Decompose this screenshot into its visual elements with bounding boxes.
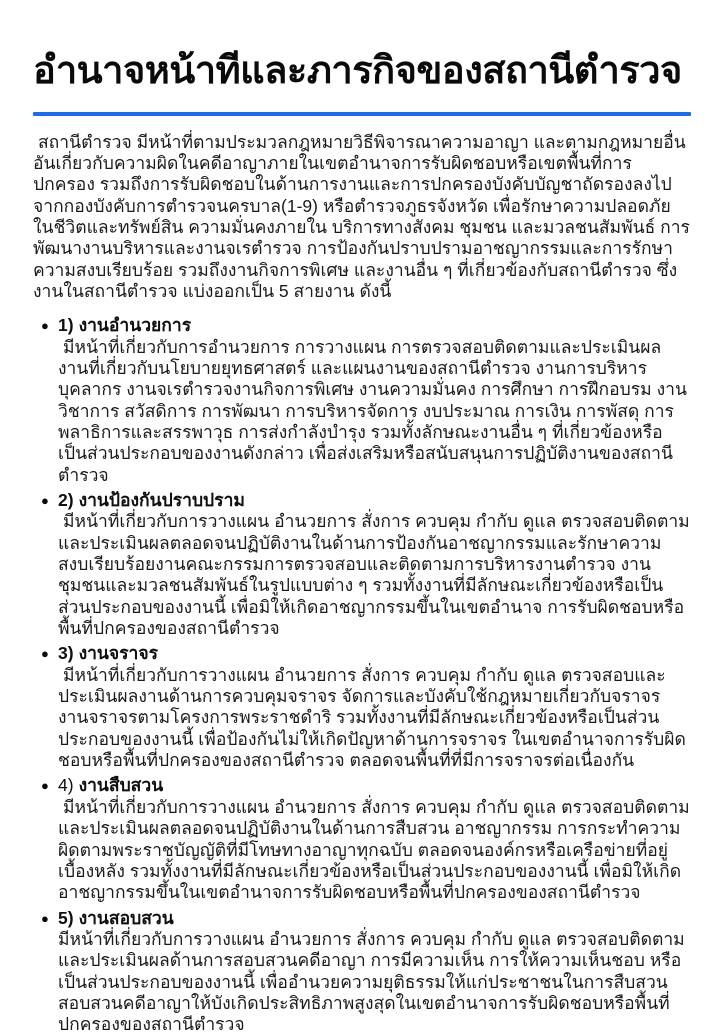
duties-list xyxy=(33,315,691,1035)
bullet-icon: ● xyxy=(41,778,49,794)
section-number: 1) xyxy=(58,315,74,336)
section-body: มีหน้าที่เกี่ยวกับการวางแผน อำนวยการ สั่งการ ควบคุม กำกับ ดูแล ตรวจสอบติดตามและประเมินผลด้านการสอบสวนคดีอาญา การมีความเห็น การให้ความเห็นชอบ หรือเป็นส่วนประกอบของงานนี้ เพื่ออำนวยความยุติธรรมให้แก่ประชาชนในการสืบสวนสอบสวนคดีอาญาให้บังเกิดประสิทธิภาพสูงสุดในเขตอำนาจการรับผิดชอบหรือพื้นที่ปกครองของสถานีตำรวจ xyxy=(58,928,685,1035)
list-item-work-prevention-suppression xyxy=(41,490,691,639)
intro-paragraph: สถานีตำรวจ มีหน้าที่ตามประมวลกฎหมายวิธีพิจารณาความอาญา และตามกฎหมายอื่นอันเกี่ยวกับความผิดในคดีอาญาภายในเขตอำนาจการรับผิดชอบหรือเขตพื้นที่การปกครอง รวมถึงการรับผิดชอบในด้านการงานและการปกครองบังคับบัญชาถัดรองลงไปจากกองบังคับการตำรวจนครบาล(1-9) หรือตำรวจภูธรจังหวัด เพื่อรักษาความปลอดภัยในชีวิตและทรัพย์สิน ความมั่นคงภายใน บริการทางสังคม ชุมชน และมวลชนสัมพันธ์ การพัฒนางานบริหารและงานจเรตำรวจ การป้องกันปราบปรามอาชญากรรมและการรักษาความสงบเรียบร้อย รวมถึงงานกิจการพิเศษ และงานอื่น ๆ ที่เกี่ยวข้องกับสถานีตำรวจ ซึ่งงานในสถานีตำรวจ แบ่งออกเป็น 5 สายงาน ดังนี้ xyxy=(33,131,690,301)
section-body: มีหน้าที่เกี่ยวกับการอำนวยการ การวางแผน การตรวจสอบติดตามและประเมินผลงานที่เกี่ยวกับนโยบายยุทธศาสตร์ และแผนงานของสถานีตำรวจ งานการบริหารบุคลากร งานจเรตำรวจงานกิจการพิเศษ งานความมั่นคง การศึกษา การฝึกอบรม งานวิชาการ สวัสดิการ การพัฒนา การบริหารจัดการ งบประมาณ การเงิน การพัสดุ การพลาธิการและสรรพาวุธ การส่งกำลังบำรุง รวมทั้งลักษณะงานอื่น ๆ ที่เกี่ยวข้องหรือเป็นส่วนประกอบของงานดังกล่าว เพื่อส่งเสริมหรือสนับสนุนการปฏิบัติงานของสถานีตำรวจ xyxy=(58,336,687,485)
section-number: 4) xyxy=(58,775,74,796)
section-number: 5) xyxy=(58,907,74,928)
section-title: งานจราจร xyxy=(78,643,159,664)
bullet-icon: ● xyxy=(41,646,49,662)
section-heading xyxy=(58,908,691,929)
section-body: มีหน้าที่เกี่ยวกับการวางแผน อำนวยการ สั่งการ ควบคุม กำกับ ดูแล ตรวจสอบติดตามและประเมินผลตลอดจนปฏิบัติงานในด้านการป้องกันอาชญากรรมและรักษาความสงบเรียบร้อยงานคณะกรรมการตรวจสอบและติดตามการบริหารงานตำรวจ งานชุมชนและมวลชนสัมพันธ์ในรูปแบบต่าง ๆ รวมทั้งงานที่มีลักษณะเกี่ยวข้องหรือเป็นส่วนประกอบของงานนี้ เพื่อมิให้เกิดอาชญากรรมขึ้นในเขตอำนาจ การรับผิดชอบหรือพื้นที่ปกครองของสถานีตำรวจ xyxy=(58,511,690,639)
list-item-work-traffic xyxy=(41,643,691,771)
section-body: มีหน้าที่เกี่ยวกับการวางแผน อำนวยการ สั่งการ ควบคุม กำกับ ดูแล ตรวจสอบและประเมินผลงานด้านการควบคุมจราจร จัดการและบังคับใช้กฎหมายเกี่ยวกับจราจร งานจราจรตามโครงการพระราชดำริ รวมทั้งงานที่มีลักษณะเกี่ยวข้องหรือเป็นส่วนประกอบของงานนี้ เพื่อป้องกันไม่ให้เกิดปัญหาด้านการจราจร ในเขตอำนาจการรับผิดชอบหรือพื้นที่ปกครองของสถานีตำรวจ ตลอดจนพื้นที่ที่มีการจราจรต่อเนื่องกัน xyxy=(58,664,686,771)
page-title: อำนาจหน้าทีและภารกิจของสถานีตำรวจ xyxy=(33,50,682,92)
section-title: งานอำนวยการ xyxy=(78,315,192,336)
section-number: 2) xyxy=(58,490,74,510)
bullet-icon: ● xyxy=(41,493,49,508)
section-heading xyxy=(58,490,691,511)
list-item-work-inquiry xyxy=(41,907,691,1036)
list-item-work-investigation xyxy=(41,775,691,903)
section-title: งานสืบสวน xyxy=(78,775,164,796)
section-number: 3) xyxy=(58,643,74,664)
section-heading xyxy=(58,643,691,664)
bullet-icon: ● xyxy=(41,910,49,926)
list-item-work-administration xyxy=(41,315,691,486)
section-heading xyxy=(58,315,691,336)
title-divider xyxy=(33,112,691,116)
bullet-icon: ● xyxy=(41,318,49,334)
section-body: มีหน้าที่เกี่ยวกับการวางแผน อำนวยการ สั่งการ ควบคุม กำกับ ดูแล ตรวจสอบติดตามและประเมินผลตลอดจนปฏิบัติงานในด้านการสืบสวน อาชญากรรม การกระทำความผิดตามพระราชบัญญัติที่มีโทษทางอาญาทุกฉบับ ตลอดจนองค์กรหรือเครือข่ายที่อยู่เบื้องหลัง รวมทั้งงานที่มีลักษณะเกี่ยวข้องหรือเป็นส่วนประกอบของงานนี้ เพื่อมิให้เกิดอาชญากรรมขึ้นในเขตอำนาจการรับผิดชอบหรือพื้นที่ปกครองของสถานีตำรวจ xyxy=(58,796,690,903)
section-title: งานป้องกันปราบปราม xyxy=(78,490,245,510)
section-title: งานสอบสวน xyxy=(78,907,174,928)
section-heading xyxy=(58,775,691,796)
